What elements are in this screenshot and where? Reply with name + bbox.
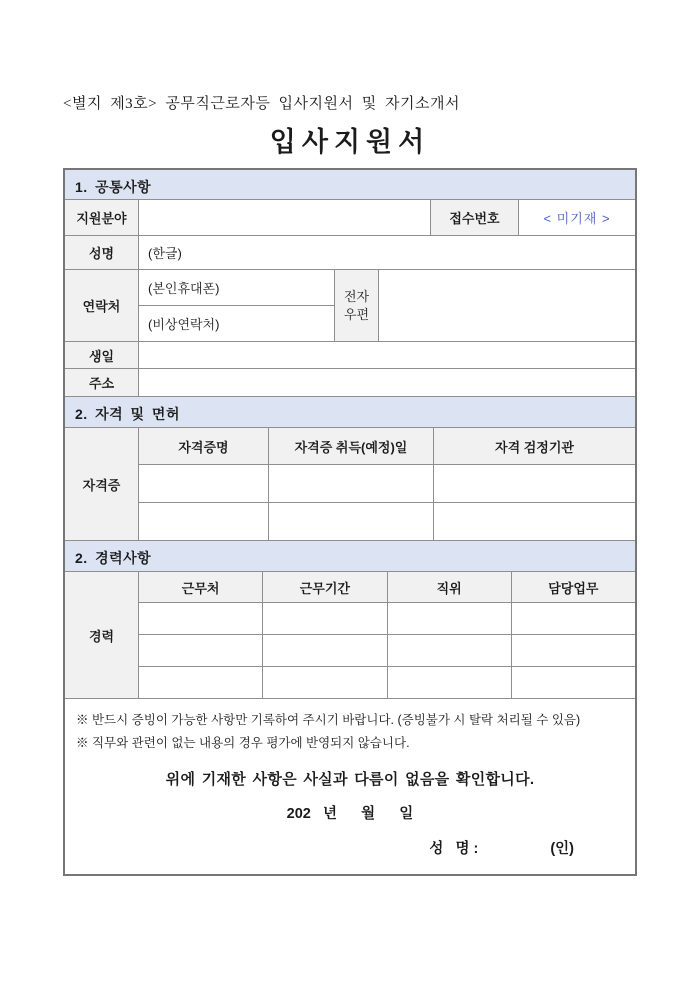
license-col-agency: 자격 검정기관 — [434, 428, 635, 464]
email-label-line2: 우편 — [343, 306, 370, 322]
name-input[interactable]: (한글) — [148, 246, 182, 261]
birthday-input[interactable] — [139, 342, 635, 368]
career-duty-input-1[interactable] — [512, 603, 635, 634]
row-birthday — [65, 342, 635, 369]
email-label-line1: 전자 — [343, 288, 370, 304]
career-position-input-3[interactable] — [388, 667, 512, 699]
license-row-1 — [139, 465, 635, 503]
email-label — [335, 270, 379, 341]
receipt-no-value: < 미기재 > — [543, 211, 611, 226]
career-row-1 — [139, 603, 635, 635]
name-label: 성명 — [65, 236, 139, 269]
note-evidence: ※ 반드시 증빙이 가능한 사항만 기록하여 주시기 바랍니다. (증빙불가 시 탈락 처리될 수 있음) — [76, 713, 581, 727]
career-position-input-2[interactable] — [388, 635, 512, 666]
career-row-3 — [139, 667, 635, 699]
section-header-common: 1. 공통사항 — [65, 170, 635, 200]
section-header-license: 2. 자격 및 면허 — [65, 397, 635, 428]
row-apply-field — [65, 200, 635, 236]
license-table — [65, 428, 635, 541]
career-header-row — [139, 572, 635, 603]
doc-subtitle: <별지 제3호> 공무직근로자등 입사지원서 및 자기소개서 — [63, 96, 460, 112]
signature-label: 성 명 : — [429, 841, 479, 857]
license-agency-input-1[interactable] — [434, 465, 635, 502]
license-agency-input-2[interactable] — [434, 503, 635, 541]
address-label: 주소 — [65, 369, 139, 396]
row-address — [65, 369, 635, 397]
career-row-label: 경력 — [65, 572, 139, 698]
license-name-input-2[interactable] — [139, 503, 269, 541]
career-duty-input-2[interactable] — [512, 635, 635, 666]
license-grid — [139, 428, 635, 540]
license-header-row — [139, 428, 635, 465]
career-period-input-2[interactable] — [263, 635, 387, 666]
signature-line — [76, 837, 624, 858]
career-grid — [139, 572, 635, 698]
section-header-career: 2. 경력사항 — [65, 541, 635, 572]
contact-label: 연락처 — [65, 270, 139, 341]
career-workplace-input-2[interactable] — [139, 635, 263, 666]
career-period-input-3[interactable] — [263, 667, 387, 699]
note-relevance: ※ 직무와 관련이 없는 내용의 경우 평가에 반영되지 않습니다. — [76, 735, 410, 750]
row-name — [65, 236, 635, 270]
application-form-table — [63, 168, 637, 876]
license-name-input-1[interactable] — [139, 465, 269, 502]
career-row-2 — [139, 635, 635, 667]
address-input[interactable] — [139, 369, 635, 396]
license-date-input-2[interactable] — [269, 503, 434, 541]
career-workplace-input-1[interactable] — [139, 603, 263, 634]
career-duty-input-3[interactable] — [512, 667, 635, 699]
career-col-period: 근무기간 — [263, 572, 387, 602]
receipt-no-label: 접수번호 — [431, 200, 519, 235]
confirmation-statement: 위에 기재한 사항은 사실과 다름이 없음을 확인합니다. — [165, 771, 535, 788]
license-row-2 — [139, 503, 635, 541]
license-date-input-1[interactable] — [269, 465, 434, 502]
career-col-position: 직위 — [388, 572, 512, 602]
email-input[interactable] — [379, 270, 635, 341]
footer-notes-box — [65, 699, 635, 874]
license-col-name: 자격증명 — [139, 428, 269, 464]
seal-label: (인) — [550, 841, 574, 857]
row-contact — [65, 270, 635, 342]
career-workplace-input-3[interactable] — [139, 667, 263, 699]
license-col-date: 자격증 취득(예정)일 — [269, 428, 434, 464]
career-position-input-1[interactable] — [388, 603, 512, 634]
career-table — [65, 572, 635, 699]
career-col-duty: 담당업무 — [512, 572, 635, 602]
contact-phone-input[interactable]: (본인휴대폰) — [139, 270, 334, 306]
apply-field-label: 지원분야 — [65, 200, 139, 235]
date-line: 202 년 월 일 — [286, 806, 414, 822]
birthday-label: 생일 — [65, 342, 139, 368]
contact-emergency-input[interactable]: (비상연락처) — [148, 317, 220, 332]
contact-phone-cells — [139, 270, 335, 341]
career-period-input-1[interactable] — [263, 603, 387, 634]
license-row-label: 자격증 — [65, 428, 139, 540]
page-title: 입사지원서 — [269, 127, 431, 157]
career-col-workplace: 근무처 — [139, 572, 263, 602]
apply-field-input[interactable] — [139, 200, 431, 235]
